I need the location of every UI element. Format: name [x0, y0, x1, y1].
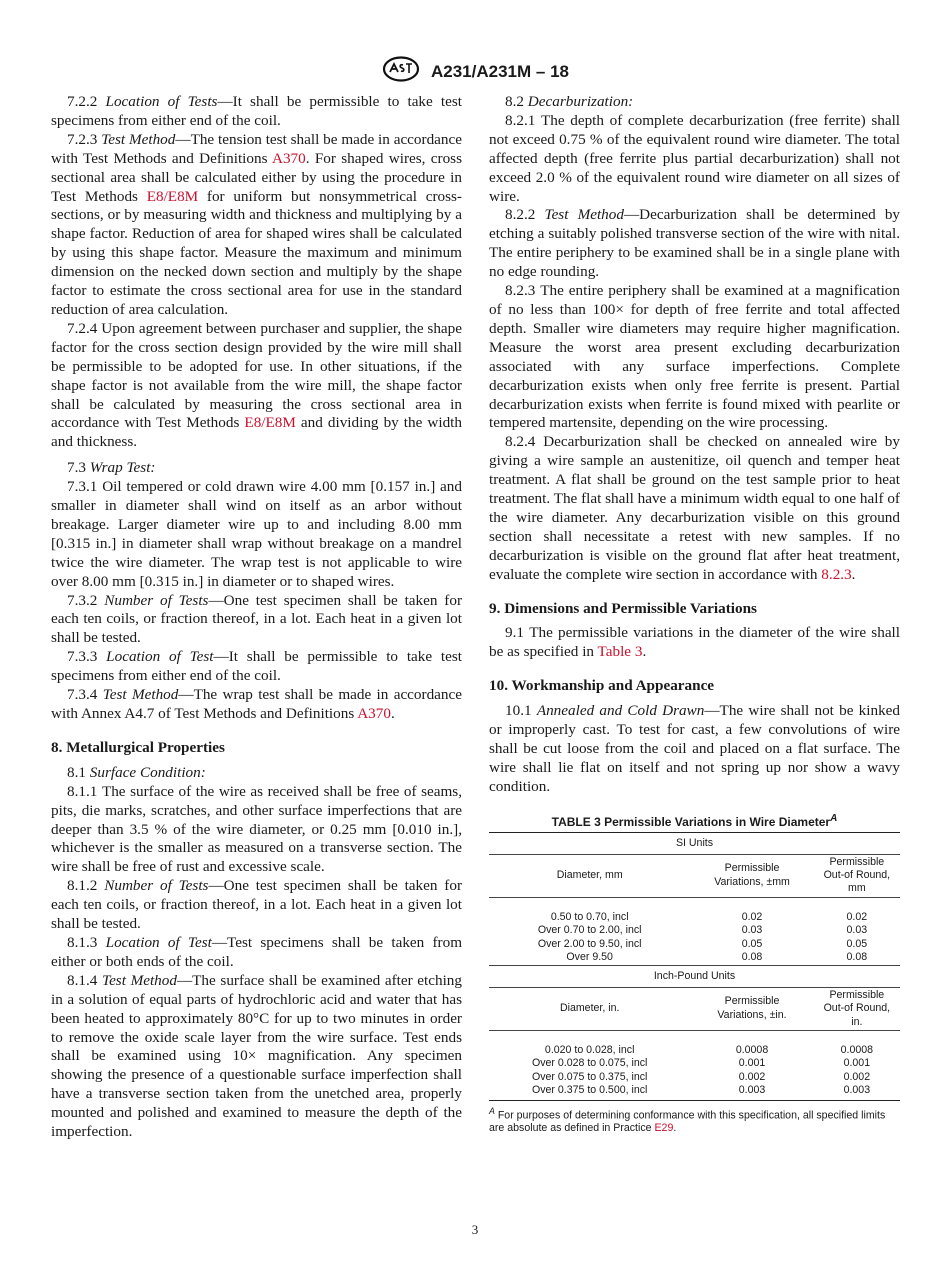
- section-heading-10: 10. Workmanship and Appearance: [489, 677, 715, 695]
- table-row: 0.50 to 0.70, incl 0.02 0.02: [550, 910, 868, 923]
- section-8-1: 8.1 Surface Condition:: [67, 763, 206, 781]
- table-header-row: Diameter, mm Permissible Variations, ±mm Permissible Out-of Round, mm: [489, 854, 900, 897]
- table-row: Over 0.075 to 0.375, incl 0.002 0.002: [531, 1070, 871, 1083]
- section-7-3-4: 7.3.4 Test Method—The wrap test shall be made in accordance with Annex A4.7 of Test Methods and Definitions A370.: [51, 686, 462, 722]
- table-row: Over 0.375 to 0.500, incl 0.003 0.003: [489, 1084, 900, 1100]
- section-heading-8: 8. Metallurgical Properties: [51, 738, 225, 756]
- section-8-1-2: 8.1.2 Number of Tests—One test specimen shall be taken for each ten coils, or fraction thereof, in a lot. Each heat in a given lot shall be tested.: [51, 877, 462, 933]
- page-number: 3: [471, 1222, 479, 1237]
- table-row: 0.020 to 0.028, incl 0.0008 0.0008: [544, 1044, 874, 1056]
- table-title: TABLE 3 Permissible Variations in Wire Diameter$^A$: [489, 812, 900, 833]
- table-row: Over 0.70 to 2.00, incl 0.03 0.03: [537, 924, 868, 937]
- section-10-1: 10.1 Annealed and Cold Drawn—The wire shall not be kinked or improperly cast. To test for cast, a few convolutions of wire shall be cut loose from the coil and placed on a flat surface. The wire shall lie flat on itself and not spring up nor show a wavy condition.: [489, 702, 901, 795]
- astm-logo-icon: [381, 56, 421, 87]
- ref-link-e8-e8m[interactable]: E8/E8M: [146, 187, 199, 205]
- section-8-2-1: 8.2.1 The depth of complete decarburization (free ferrite) shall not exceed 0.75 % of the equivalent round wire diameter. The total affected depth (free ferrite plus partial decarburization) shall not exceed 2.0 % of the equivalent round wire diameter on all sizes of wire.: [489, 111, 901, 205]
- table-3-grid: [489, 833, 900, 1101]
- section-8-2-4: 8.2.4 Decarburization shall be checked on annealed wire by giving a wire sample an austenitize, oil quench and temper heat treatment. A flat shall be ground on the test sample prior to heat treatment. The flat shall have a minimum width equal to one half of the wire diameter. Any decarburization visible on this ground section shall necessitate a retest with new samples. If no decarburization is visible on the ground flat after heat treatment, evaluate the complete wire section in accordance with 8.2.3.: [489, 433, 900, 583]
- section-8-2-2: 8.2.2 Test Method—Decarburization shall be determined by etching a suitably polished transverse section of the wire with nital. The entire periphery to be examined shall be in a single plane with no edge rounding.: [489, 206, 901, 281]
- section-7-2-2: 7.2.2 Location of Tests—It shall be permissible to take test specimens from either end of the coil.: [51, 93, 462, 129]
- left-column: [51, 93, 462, 1142]
- section-7-3-1: 7.3.1 Oil tempered or cold drawn wire 4.00 mm [0.157 in.] and smaller in diameter shall wind on itself as an arbor without breakage. Larger diameter wire up to and including 8.00 mm [0.315 in.] in diameter shall wrap without breakage on a mandrel twice the wire diameter. The wrap test is not applicable to wire over 8.00 mm [0.315 in.] in diameter or to shaped wires.: [51, 478, 462, 590]
- document-designation: A231/A231M – 18: [431, 61, 569, 81]
- section-9-1: 9.1 The permissible variations in the diameter of the wire shall be as specified in Table 3.: [489, 624, 900, 661]
- table-3: [489, 812, 900, 1135]
- section-7-3: 7.3 Wrap Test:: [67, 459, 156, 477]
- section-8-2: 8.2 Decarburization:: [505, 93, 634, 110]
- table-row: Over 2.00 to 9.50, incl 0.05 0.05: [537, 937, 868, 950]
- ref-link-a370[interactable]: A370: [357, 705, 391, 722]
- ref-link-a370[interactable]: A370: [271, 149, 306, 167]
- ref-link-table-3[interactable]: Table 3: [597, 643, 643, 661]
- ref-link-e29[interactable]: E29: [654, 1122, 674, 1135]
- right-column: [489, 93, 900, 1135]
- table-header-row: Diameter, in. Permissible Variations, ±in. Permissible Out-of Round, in.: [489, 987, 900, 1030]
- section-7-2-3: 7.2.3 Test Method—The tension test shall be made in accordance with Test Methods and Definitions A370. For shaped wires, cross sectional area shall be calculated either by using the procedure in Test Methods E8/E8M for uniform but nonsymmetrical cross-sections, or by measuring width and thickness and multiplying by a shape factor. Reduction of area for shaped wires shall be calculated by using this shape factor. Measure the maximum and minimum dimension on the necked down section and multiply by the shape factor to estimate the cross sectional area for use in the standard reduction of area calculation.: [51, 130, 462, 318]
- section-8-1-1: 8.1.1 The surface of the wire as received shall be free of seams, pits, die marks, scratches, and other surface imperfections that are deeper than 3.5 % of the wire diameter, or 0.25 mm [0.010 in.], whichever is the smaller as measured on a transverse section. The wire shall be free of rust and excessive scale.: [51, 782, 463, 876]
- ref-link-8-2-3[interactable]: 8.2.3: [821, 565, 852, 583]
- section-8-1-3: 8.1.3 Location of Test—Test specimens shall be taken from either or both ends of the coil.: [51, 933, 463, 970]
- table-row: Over 9.50 0.08 0.08: [489, 951, 900, 966]
- table-unit-row: SI Units: [675, 837, 714, 850]
- section-8-1-4: 8.1.4 Test Method—The surface shall be examined after etching in a solution of equal parts of hydrochloric acid and water that has been heated to approximately 80°C for up to two minutes in order to remove the oxide scale layer from the wire surface. Test ends shall be examined using 10× magnification. Any specimen showing the presence of a questionable surface imperfection shall have a transverse section taken from the unetched area, properly mounted and polished and examined to measure the depth of the imperfection.: [51, 971, 462, 1141]
- section-7-3-2: 7.3.2 Number of Tests—One test specimen shall be taken for each ten coils, or fraction thereof, in a lot. Each heat in a given lot shall be tested.: [51, 591, 462, 647]
- section-7-3-3: 7.3.3 Location of Test—It shall be permissible to take test specimens from either end of the coil.: [51, 648, 462, 685]
- table-row: Over 0.028 to 0.075, incl 0.001 0.001: [531, 1057, 871, 1070]
- page-header: [0, 56, 950, 82]
- table-unit-row: Inch-Pound Units: [653, 970, 736, 983]
- ref-link-e8-e8m[interactable]: E8/E8M: [244, 414, 296, 432]
- section-8-2-3: 8.2.3 The entire periphery shall be examined at a magnification of no less than 100× for depth of free ferrite and total affected depth. Smaller wire diameters may require higher magnification. Measure the worst area present excluding decarburization associated with any surface imperfections. Complete decarburization exists when only free ferrite is present. Partial decarburization exists when ferrite is found mixed with pearlite or tempered martensite, depending on the wire processing.: [489, 282, 900, 432]
- table-footnote: $^A$ For purposes of determining conformance with this specification, all specified limits are absolute as defined in Practice E29.: [489, 1105, 886, 1135]
- section-heading-9: 9. Dimensions and Permissible Variations: [489, 599, 757, 617]
- section-7-2-4: 7.2.4 Upon agreement between purchaser and supplier, the shape factor for the cross section design provided by the wire mill shall be permissible to be adopted for use. In other situations, if the shape factor is not available from the wire mill, the shape factor shall be calculated by measuring the cross sectional area in accordance with Test Methods E8/E8M and dividing by the width and thickness.: [51, 319, 462, 451]
